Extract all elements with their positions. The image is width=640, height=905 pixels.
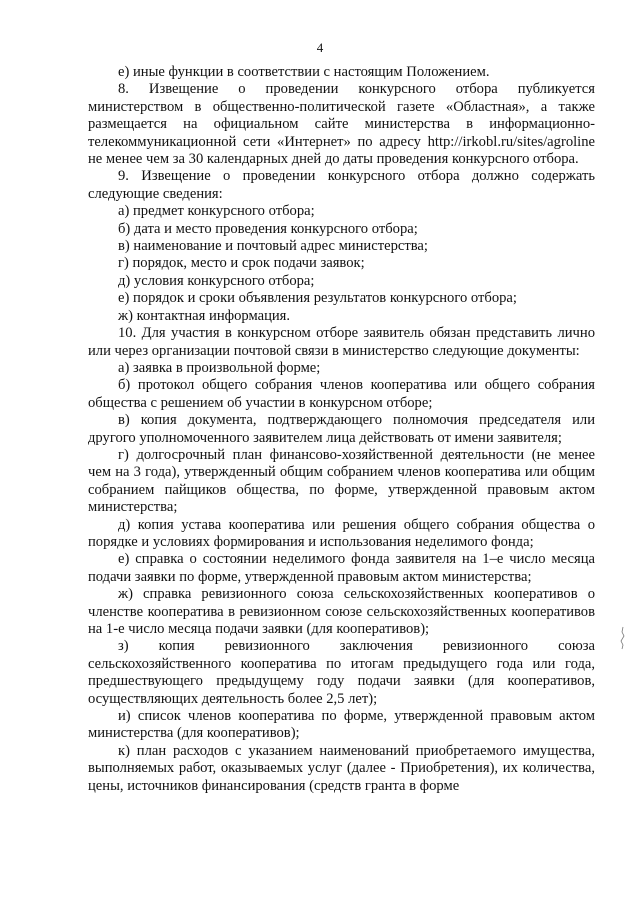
document-body <box>88 64 595 795</box>
list-item: е) справка о состоянии неделимого фонда заявителя на 1–е число месяца подачи заявки по форме, утвержденной правовым актом министерства; <box>88 551 595 585</box>
list-item: г) порядок, место и срок подачи заявок; <box>118 255 365 272</box>
list-item: ж) контактная информация. <box>118 307 291 324</box>
list-item: б) дата и место проведения конкурсного отбора; <box>118 220 418 237</box>
list-item: в) наименование и почтовый адрес министерства; <box>118 238 428 255</box>
page-number: 4 <box>316 40 324 55</box>
list-item: и) список членов кооператива по форме, утвержденной правовым актом министерства (для кооперативов); <box>88 708 595 742</box>
list-item: г) долгосрочный план финансово-хозяйственной деятельности (не менее чем на 3 года), утвержденный общим собранием членов кооператива или общим собранием пайщиков общества, по форме, утвержденной правовым актом министерства; <box>88 446 595 516</box>
list-item: д) условия конкурсного отбора; <box>118 272 315 289</box>
list-item: ж) справка ревизионного союза сельскохозяйственных кооперативов о членстве кооператива в ревизионном союзе сельскохозяйственных кооперативов на 1-е число месяца подачи заявки (для кооперативов); <box>88 586 595 637</box>
paragraph: е) иные функции в соответствии с настоящим Положением. <box>118 64 490 80</box>
margin-mark <box>619 626 626 650</box>
list-item: з) копия ревизионного заключения ревизионного союза сельскохозяйственного кооператива по итогам предыдущего года или года, предшествующего предыдущему году подачи заявки (для кооперативов, осуществляющих деятельность более 2,5 лет); <box>88 638 595 707</box>
list-item: а) предмет конкурсного отбора; <box>118 203 315 220</box>
list-item: д) копия устава кооператива или решения общего собрания общества о порядке и условиях формирования и использования неделимого фонда; <box>88 516 595 550</box>
list-item: б) протокол общего собрания членов кооператива или общего собрания общества с решением об участии в конкурсном отборе; <box>88 377 595 411</box>
list-item: в) копия документа, подтверждающего полномочия председателя или другого уполномоченного заявителем лица действовать от имени заявителя; <box>88 412 595 446</box>
paragraph: 8. Извещение о проведении конкурсного отбора публикуется министерством в общественно-политической газете «Областная», а также размещается на официальном сайте министерства в информационно-телекоммуникационной сети «Интернет» по адресу http://irkobl.ru/sites/agroline не менее чем за 30 календарных дней до даты проведения конкурсного отбора. <box>88 81 595 168</box>
list-item: а) заявка в произвольной форме; <box>118 359 321 376</box>
paragraph: 9. Извещение о проведении конкурсного отбора должно содержать следующие сведения: <box>88 168 595 202</box>
list-item: е) порядок и сроки объявления результатов конкурсного отбора; <box>118 290 517 307</box>
list-item: к) план расходов с указанием наименований приобретаемого имущества, выполняемых работ, оказываемых услуг (далее - Приобретения), их количества, цены, источников финансирования (средств гранта в форме <box>88 742 595 794</box>
paragraph: 10. Для участия в конкурсном отборе заявитель обязан представить лично или через организации почтовой связи в министерство следующие документы: <box>88 325 595 359</box>
